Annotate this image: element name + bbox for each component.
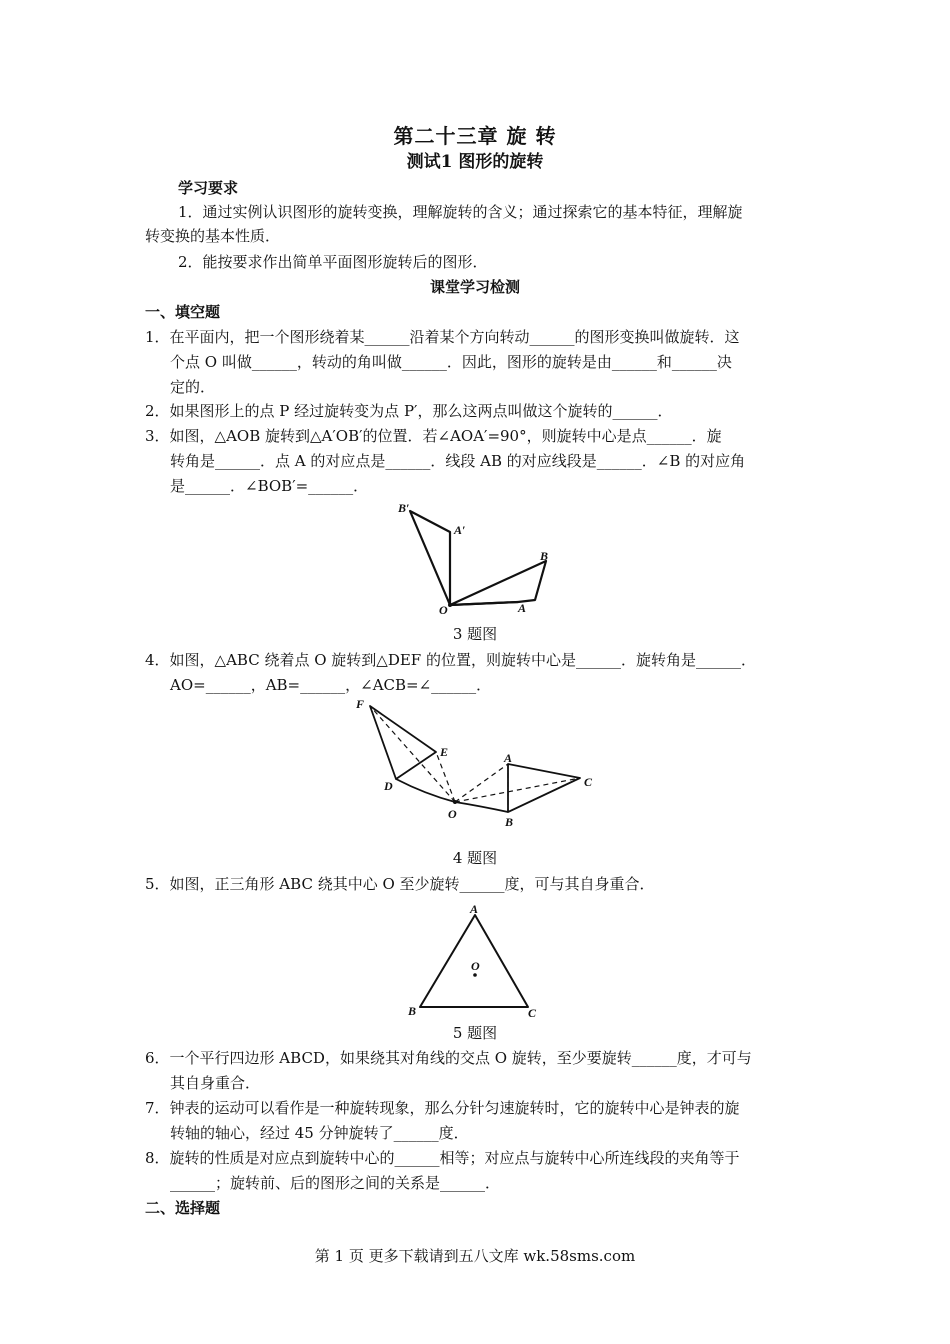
label-b-prime: B′ [398, 501, 410, 515]
question-8-line-2: ______；旋转前、后的图形之间的关系是______． [170, 1174, 501, 1192]
figure-3-diagram [390, 494, 570, 619]
question-5: 5．如图，正三角形 ABC 绕其中心 O 至少旋转______度，可与其自身重合． [145, 875, 655, 893]
question-2: 2．如果图形上的点 P 经过旋转变为点 P′，那么这两点叫做这个旋转的______． [145, 402, 673, 420]
question-4-line-2: AO=______，AB=______，∠ACB=∠______． [170, 676, 492, 694]
label-a: A [518, 601, 527, 615]
label-a: A [504, 751, 513, 765]
label-o: O [448, 807, 457, 821]
page-footer: 第 1 页 更多下载请到五八文库 wk.58sms.com [314, 1247, 636, 1265]
figure-4-caption: 4 题图 [452, 849, 498, 867]
label-a: A [470, 902, 479, 916]
question-3-line-3: 是______．∠BOB′=______． [170, 477, 369, 495]
figure-3-caption: 3 题图 [452, 625, 498, 643]
section-fill-in-blank: 一、填空题 [145, 303, 221, 321]
label-f: F [356, 697, 365, 711]
requirement-1-line-1: 1．通过实例认识图形的旋转变换，理解旋转的含义；通过探索它的基本特征，理解旋 [178, 203, 743, 221]
chapter-title: 第二十三章 旋 转 [393, 124, 557, 148]
label-e: E [440, 745, 449, 759]
label-d: D [384, 779, 393, 793]
question-7-line-2: 转轴的轴心，经过 45 分钟旋转了______度． [170, 1124, 469, 1142]
question-4-line-1: 4．如图，△ABC 绕着点 O 旋转到△DEF 的位置，则旋转中心是______．旋转角是______． [145, 651, 756, 669]
figure-4-diagram [350, 694, 600, 834]
label-c: C [528, 1006, 537, 1019]
question-6-line-1: 6．一个平行四边形 ABCD，如果绕其对角线的交点 O 旋转，至少要旋转______度，才可与 [145, 1049, 752, 1067]
question-1-line-1: 1．在平面内，把一个图形绕着某______沿着某个方向转动______的图形变换叫做旋转．这 [145, 328, 740, 346]
label-b: B [540, 549, 549, 563]
figure-5-diagram [400, 897, 550, 1019]
class-heading: 课堂学习检测 [429, 278, 520, 296]
question-7-line-1: 7．钟表的运动可以看作是一种旋转现象，那么分针匀速旋转时，它的旋转中心是钟表的旋 [145, 1099, 740, 1117]
requirement-1-line-2: 转变换的基本性质． [145, 227, 281, 245]
question-3-line-1: 3．如图，△AOB 旋转到△A′OB′的位置．若∠AOA′=90°，则旋转中心是点______．旋 [145, 427, 722, 445]
question-3-line-2: 转角是______．点 A 的对应点是______．线段 AB 的对应线段是______．∠B 的对应角 [170, 452, 746, 470]
question-1-line-3: 定的． [170, 378, 216, 396]
test-title: 测试1 图形的旋转 [406, 152, 544, 172]
question-6-line-2: 其自身重合． [170, 1074, 261, 1092]
label-a-prime: A′ [454, 523, 466, 537]
requirement-2: 2．能按要求作出简单平面图形旋转后的图形． [178, 253, 488, 271]
section-multiple-choice: 二、选择题 [145, 1199, 221, 1217]
label-o: O [439, 603, 448, 617]
requirements-heading: 学习要求 [178, 179, 239, 197]
label-b: B [408, 1004, 417, 1018]
question-8-line-1: 8．旋转的性质是对应点到旋转中心的______相等；对应点与旋转中心所连线段的夹角等于 [145, 1149, 740, 1167]
figure-5-caption: 5 题图 [452, 1024, 498, 1042]
label-c: C [584, 775, 593, 789]
question-1-line-2: 个点 O 叫做______，转动的角叫做______．因此，图形的旋转是由______和______决 [170, 353, 732, 371]
label-o: O [471, 959, 480, 973]
label-b: B [505, 815, 514, 829]
